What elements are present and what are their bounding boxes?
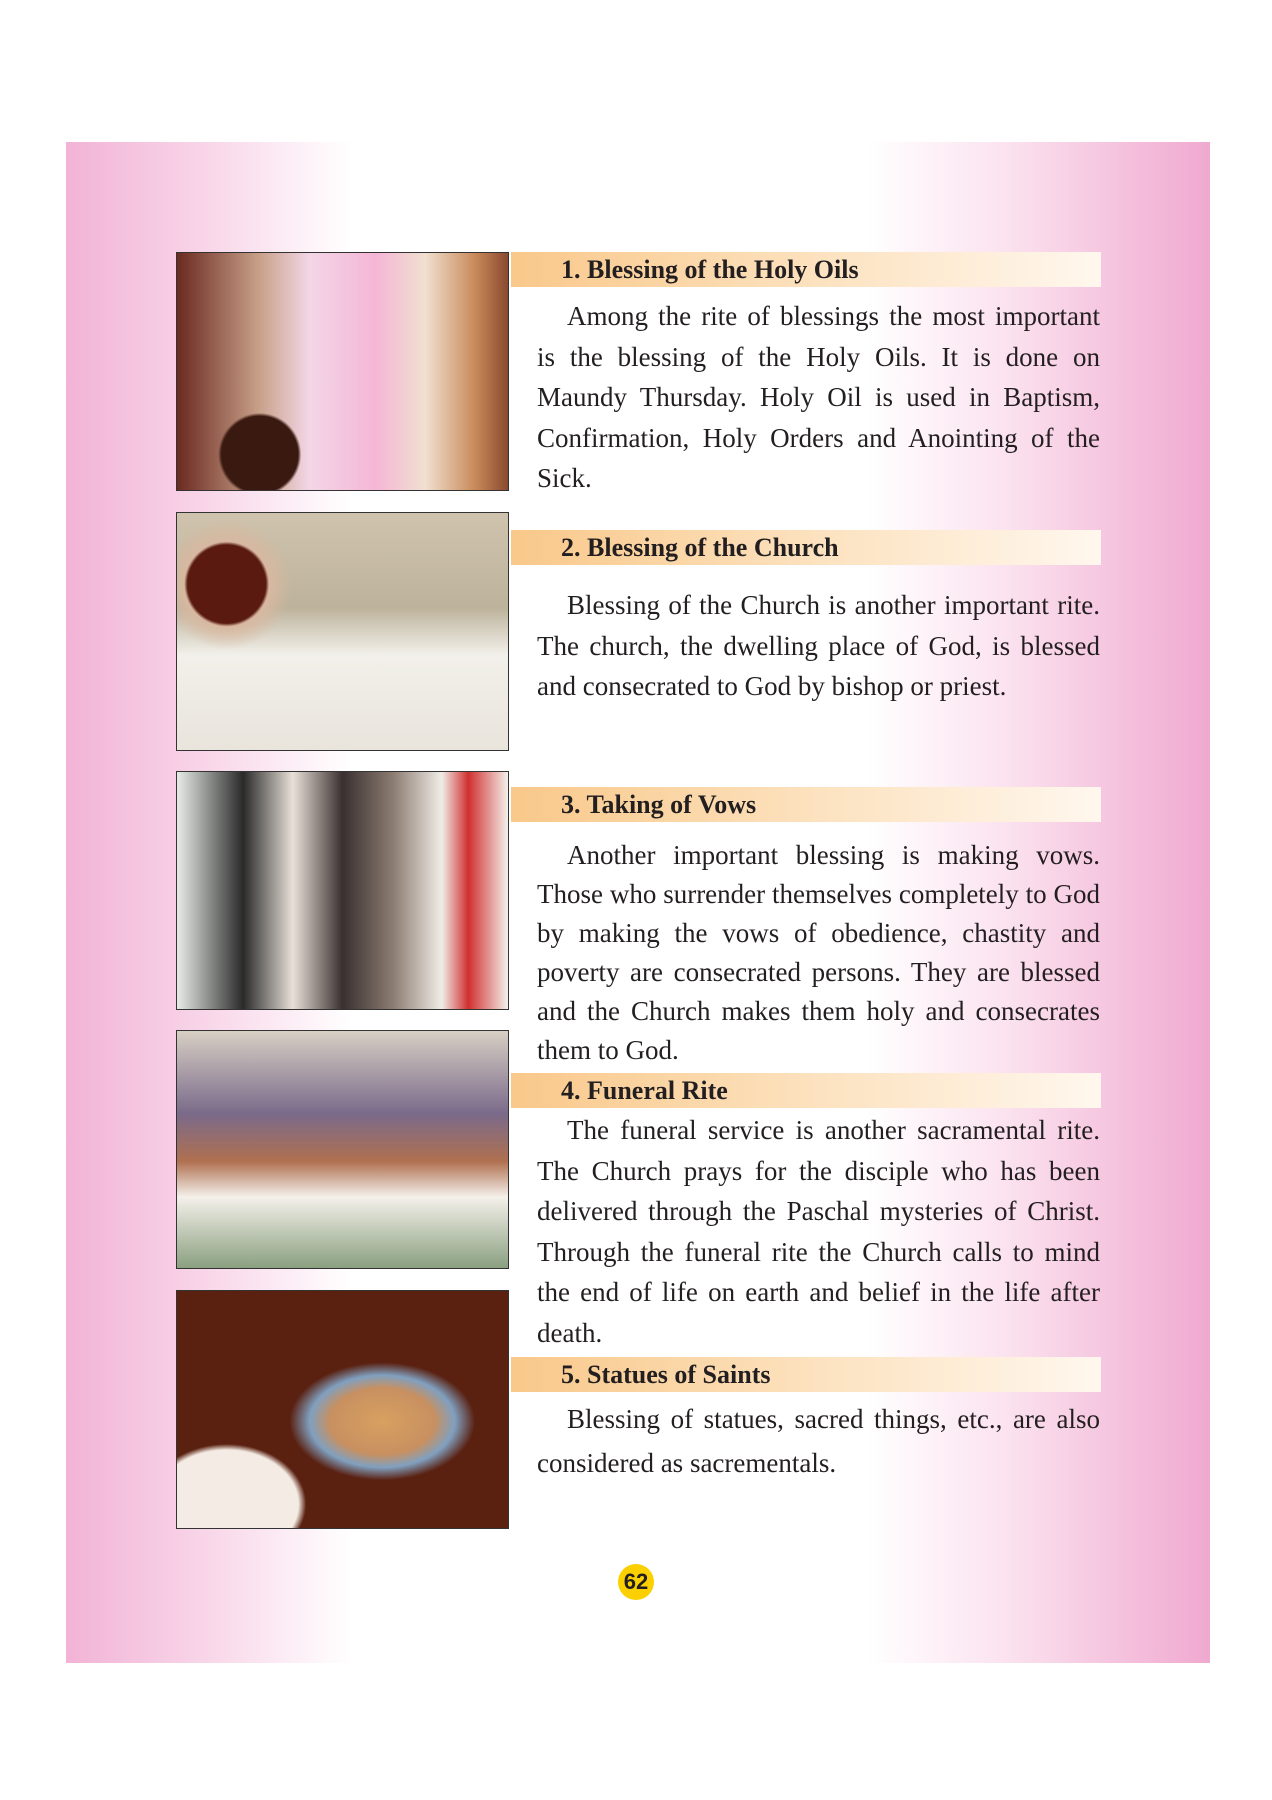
section-header <box>511 530 1101 565</box>
section-heading: 1. Blessing of the Holy Oils <box>561 255 859 284</box>
photo-holy-oils <box>176 252 509 491</box>
section-paragraph <box>537 1397 1100 1485</box>
paragraph-text: Another important blessing is making vows. Those who surrender themselves completely to God by making the vows of obedience, chastity and poverty are consecrated persons. They are blessed and the Church makes them holy and consecrates them to God. <box>537 840 1100 1065</box>
section-paragraph <box>537 296 1100 499</box>
section-header <box>511 1073 1101 1108</box>
section-paragraph <box>537 836 1100 1070</box>
section-paragraph <box>537 585 1100 707</box>
paragraph-text: The funeral service is another sacramental rite. The Church prays for the disciple who has been delivered through the Paschal mysteries of Christ. Through the funeral rite the Church calls to mind the end of life on earth and belief in the life after death. <box>537 1115 1100 1348</box>
section-heading: 3. Taking of Vows <box>561 790 757 819</box>
section-heading: 2. Blessing of the Church <box>561 533 839 562</box>
paragraph-text: Among the rite of blessings the most important is the blessing of the Holy Oils. It is done on Maundy Thursday. Holy Oil is used in Baptism, Confirmation, Holy Orders and Anointing of the Sick. <box>537 301 1100 493</box>
section-header <box>511 787 1101 822</box>
section-heading: 4. Funeral Rite <box>561 1076 728 1105</box>
paragraph-text: Blessing of the Church is another important rite. The church, the dwelling place of God, is blessed and consecrated to God by bishop or priest. <box>537 590 1100 701</box>
photo-church-blessing <box>176 512 509 751</box>
section-heading: 5. Statues of Saints <box>561 1360 771 1389</box>
photo-statues-of-saints <box>176 1290 509 1529</box>
photo-funeral-rite <box>176 1030 509 1269</box>
section-paragraph <box>537 1110 1100 1353</box>
photo-taking-vows <box>176 771 509 1010</box>
paragraph-text: Blessing of statues, sacred things, etc., are also considered as sacrementals. <box>537 1404 1100 1478</box>
page-number: 62 <box>618 1564 654 1600</box>
section-header <box>511 1357 1101 1392</box>
section-header <box>511 252 1101 287</box>
